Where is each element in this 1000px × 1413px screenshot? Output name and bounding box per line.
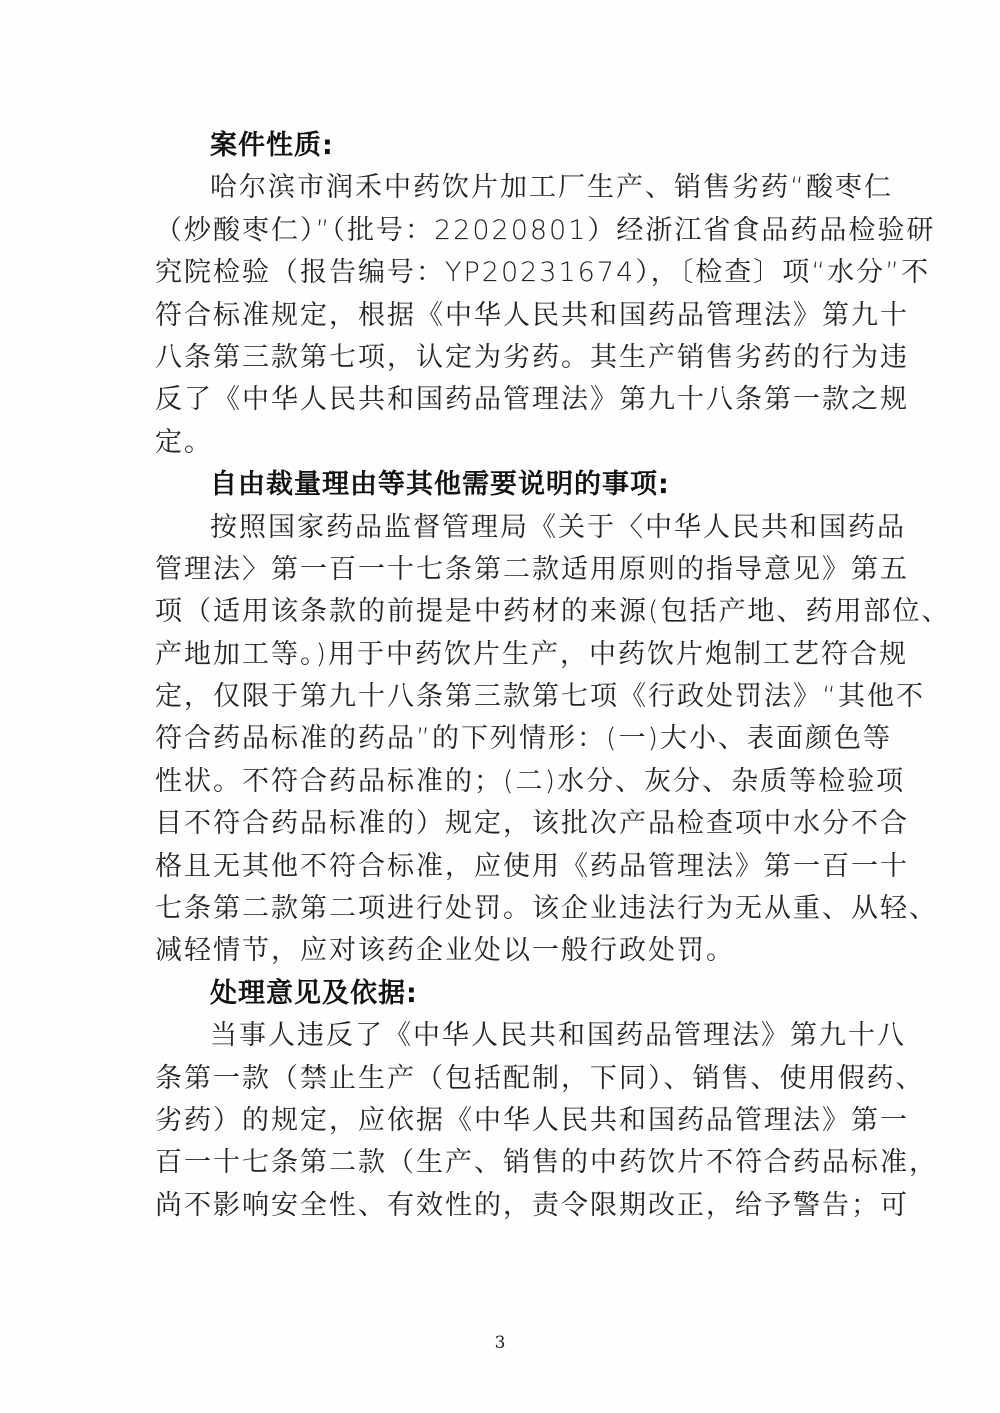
text-line: 定。 bbox=[155, 426, 213, 458]
text-line: 项（适用该条款的前提是中药材的来源(包括产地、药用部位、 bbox=[155, 596, 951, 628]
text-line: 定，仅限于第九十八条第三款第七项《行政处罚法》“其他不 bbox=[155, 681, 925, 713]
text-line: 条第一款（禁止生产（包括配制，下同）、销售、使用假药、 bbox=[155, 1062, 925, 1094]
text-line: 减轻情节，应对该药企业处以一般行政处罚。 bbox=[155, 935, 735, 967]
text-line: 管理法〉第一百一十七条第二款适用原则的指导意见》第五 bbox=[155, 553, 909, 585]
text-line: 百一十七条第二款（生产、销售的中药饮片不符合药品标准， bbox=[155, 1147, 938, 1179]
text-line: 哈尔滨市润禾中药饮片加工厂生产、销售劣药“酸枣仁 bbox=[210, 172, 893, 204]
text-line: 按照国家药品监督管理局《关于〈中华人民共和国药品 bbox=[210, 511, 906, 543]
section-heading-case-nature: 案件性质: bbox=[210, 130, 334, 161]
text-line: 目不符合药品标准的）规定，该批次产品检查项中水分不合 bbox=[155, 808, 909, 840]
text-line: 反了《中华人民共和国药品管理法》第九十八条第一款之规 bbox=[155, 384, 909, 416]
text-line: 格且无其他不符合标准，应使用《药品管理法》第一百一十 bbox=[155, 850, 909, 882]
text-line: 符合标准规定，根据《中华人民共和国药品管理法》第九十 bbox=[155, 299, 909, 331]
text-line: 究院检验（报告编号：YP20231674），〔检查〕项“水分”不 bbox=[155, 257, 931, 289]
text-line: 符合药品标准的药品”的下列情形：(一)大小、表面颜色等 bbox=[155, 723, 893, 755]
section-heading-handling-opinion: 处理意见及依据: bbox=[210, 977, 418, 1009]
page-number: 3 bbox=[494, 1333, 506, 1353]
text-line: 八条第三款第七项，认定为劣药。其生产销售劣药的行为违 bbox=[155, 341, 909, 373]
text-line: 尚不影响安全性、有效性的，责令限期改正，给予警告；可 bbox=[155, 1189, 909, 1221]
document-body bbox=[155, 125, 951, 1227]
text-line: 产地加工等。)用于中药饮片生产，中药饮片炮制工艺符合规 bbox=[155, 638, 909, 670]
text-line: 性状。不符合药品标准的；(二)水分、灰分、杂质等检验项 bbox=[155, 765, 906, 797]
text-line: （炒酸枣仁）”（批号：22020801）经浙江省食品药品检验研 bbox=[155, 214, 936, 246]
section-heading-discretion-reasons: 自由裁量理由等其他需要说明的事项: bbox=[210, 469, 670, 501]
text-line: 劣药）的规定，应依据《中华人民共和国药品管理法》第一 bbox=[155, 1104, 909, 1136]
text-line: 当事人违反了《中华人民共和国药品管理法》第九十八 bbox=[210, 1020, 906, 1052]
text-line: 七条第二款第二项进行处罚。该企业违法行为无从重、从轻、 bbox=[155, 893, 938, 925]
